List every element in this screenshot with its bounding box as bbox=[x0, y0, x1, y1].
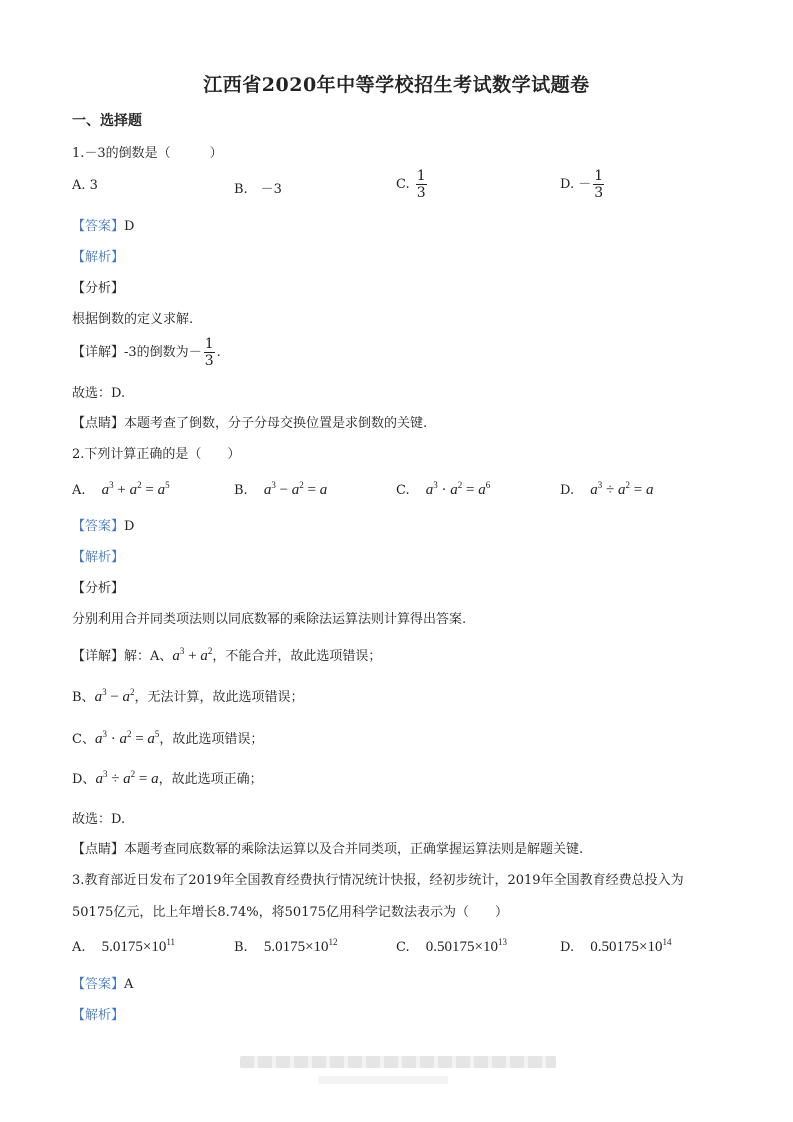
q3-stem-line1: 3.教育部近日发布了2019年全国教育经费执行情况统计快报，经初步统计，2019年全国教育经费总投入为 bbox=[72, 873, 684, 888]
q1-jiexi-tag: 【解析】 bbox=[72, 250, 125, 265]
option-label: B. bbox=[234, 483, 248, 498]
answer-value: D bbox=[124, 219, 135, 234]
q3-option-a bbox=[72, 937, 175, 956]
fraction-numerator: 1 bbox=[594, 168, 604, 184]
answer-tag: 【答案】 bbox=[72, 977, 125, 992]
detail-fraction bbox=[204, 336, 215, 369]
fraction-numerator: 1 bbox=[416, 168, 426, 184]
q2-option-c bbox=[396, 480, 490, 499]
mantissa: 5.0175×10 bbox=[101, 939, 167, 955]
exponent: 13 bbox=[497, 937, 507, 947]
detail-sign: － bbox=[188, 345, 202, 360]
q2-option-d bbox=[560, 480, 653, 499]
q3-option-d bbox=[560, 937, 671, 956]
detail-c-text: ，故此选项错误； bbox=[159, 732, 264, 747]
answer-value: D bbox=[124, 519, 135, 534]
fraction-denominator: 3 bbox=[594, 185, 604, 201]
q1-option-d-label: D. bbox=[560, 177, 575, 192]
exponent: 14 bbox=[662, 937, 672, 947]
detail-b-text: ，无法计算，故此选项错误； bbox=[134, 690, 304, 705]
q1-detail bbox=[72, 336, 221, 369]
detail-c-label: C、 bbox=[72, 732, 95, 747]
detail-c-formula: $a^3 \cdot a^2 = a^5$ bbox=[94, 729, 160, 747]
q1-fenxi-text: 根据倒数的定义求解. bbox=[72, 312, 194, 327]
q1-dianjing: 【点睛】本题考查了倒数，分子分母交换位置是求倒数的关键. bbox=[72, 416, 428, 431]
option-c-value bbox=[426, 939, 507, 955]
q2-stem: 2.下列计算正确的是（ ） bbox=[72, 447, 241, 462]
option-d-formula: $a^3 \div a^2 = a$ bbox=[590, 480, 654, 498]
q1-option-d bbox=[560, 168, 606, 201]
exponent: 11 bbox=[166, 937, 176, 947]
option-a-value bbox=[102, 939, 175, 955]
detail-tag: 【详解】 bbox=[72, 345, 125, 360]
q1-option-d-fraction bbox=[593, 168, 604, 201]
detail-b-formula: $a^3 - a^2$ bbox=[94, 687, 135, 705]
detail-tag: 【详解】解：A、 bbox=[72, 649, 173, 664]
q1-option-a: A. 3 bbox=[72, 178, 98, 193]
option-label: B. bbox=[234, 940, 248, 955]
option-label: C. bbox=[396, 483, 410, 498]
detail-text: -3的倒数为 bbox=[124, 345, 189, 360]
detail-d-label: D、 bbox=[72, 772, 96, 787]
section-heading: 一、选择题 bbox=[72, 113, 142, 129]
q1-option-b: B. －3 bbox=[234, 182, 282, 197]
option-label: C. bbox=[396, 940, 410, 955]
q2-select: 故选：D. bbox=[72, 812, 126, 827]
answer-tag: 【答案】 bbox=[72, 219, 125, 234]
q2-fenxi-text: 分别利用合并同类项法则以同底数幂的乘除法运算法则计算得出答案. bbox=[72, 612, 467, 627]
option-label: A. bbox=[72, 483, 86, 498]
q1-fenxi-tag: 【分析】 bbox=[72, 281, 125, 296]
detail-a-formula: $a^3 + a^2$ bbox=[172, 646, 213, 664]
q3-answer bbox=[72, 973, 133, 992]
q2-detail-a bbox=[72, 645, 381, 665]
q2-detail-b bbox=[72, 686, 304, 706]
q1-answer bbox=[72, 215, 134, 234]
option-d-value bbox=[590, 939, 671, 955]
detail-period: . bbox=[216, 345, 221, 360]
q2-detail-c bbox=[72, 728, 263, 748]
blurred-footer-watermark bbox=[240, 1056, 556, 1068]
q2-jiexi-tag: 【解析】 bbox=[72, 550, 125, 565]
option-c-formula: $a^3 \cdot a^2 = a^6$ bbox=[425, 480, 491, 498]
detail-b-label: B、 bbox=[72, 690, 95, 705]
option-a-formula: $a^3 + a^2 = a^5$ bbox=[101, 480, 170, 498]
q2-option-b bbox=[234, 480, 327, 499]
answer-value: A bbox=[124, 977, 134, 992]
option-label: D. bbox=[560, 483, 575, 498]
mantissa: 0.50175×10 bbox=[590, 939, 663, 955]
fraction-denominator: 3 bbox=[416, 185, 426, 201]
detail-d-text: ，故此选项正确； bbox=[158, 772, 263, 787]
option-label: A. bbox=[72, 940, 86, 955]
detail-d-formula: $a^3 \div a^2 = a$ bbox=[95, 769, 159, 787]
fraction-numerator: 1 bbox=[204, 336, 214, 352]
detail-a-text: ，不能合并，故此选项错误； bbox=[212, 649, 382, 664]
mantissa: 5.0175×10 bbox=[263, 939, 329, 955]
fraction-denominator: 3 bbox=[204, 353, 214, 369]
q2-dianjing: 【点睛】本题考查同底数幂的乘除法运算以及合并同类项，正确掌握运算法则是解题关键. bbox=[72, 842, 584, 857]
answer-tag: 【答案】 bbox=[72, 519, 125, 534]
q2-fenxi-tag: 【分析】 bbox=[72, 581, 125, 596]
q1-option-c bbox=[396, 168, 429, 201]
exponent: 12 bbox=[328, 937, 338, 947]
q1-option-c-label: C. bbox=[396, 177, 410, 192]
q3-jiexi-tag: 【解析】 bbox=[72, 1008, 125, 1023]
q1-option-c-fraction bbox=[416, 168, 427, 201]
q3-stem-line2: 50175亿元，比上年增长8.74%，将50175亿用科学记数法表示为（ ） bbox=[72, 905, 509, 920]
blurred-footer-watermark-line2 bbox=[318, 1076, 448, 1084]
q1-option-d-sign: － bbox=[578, 177, 592, 192]
option-b-formula: $a^3 - a^2 = a$ bbox=[263, 480, 328, 498]
q2-option-a bbox=[72, 480, 170, 499]
option-b-value bbox=[264, 939, 338, 955]
q1-stem: 1.－3的倒数是（ ） bbox=[72, 146, 223, 161]
q2-detail-d bbox=[72, 768, 263, 788]
q2-answer bbox=[72, 515, 134, 534]
q1-select: 故选：D. bbox=[72, 386, 126, 401]
page-title: 江西省2020年中等学校招生考试数学试题卷 bbox=[203, 74, 590, 96]
mantissa: 0.50175×10 bbox=[425, 939, 498, 955]
q3-option-c bbox=[396, 937, 507, 956]
q3-option-b bbox=[234, 937, 338, 956]
option-label: D. bbox=[560, 940, 575, 955]
